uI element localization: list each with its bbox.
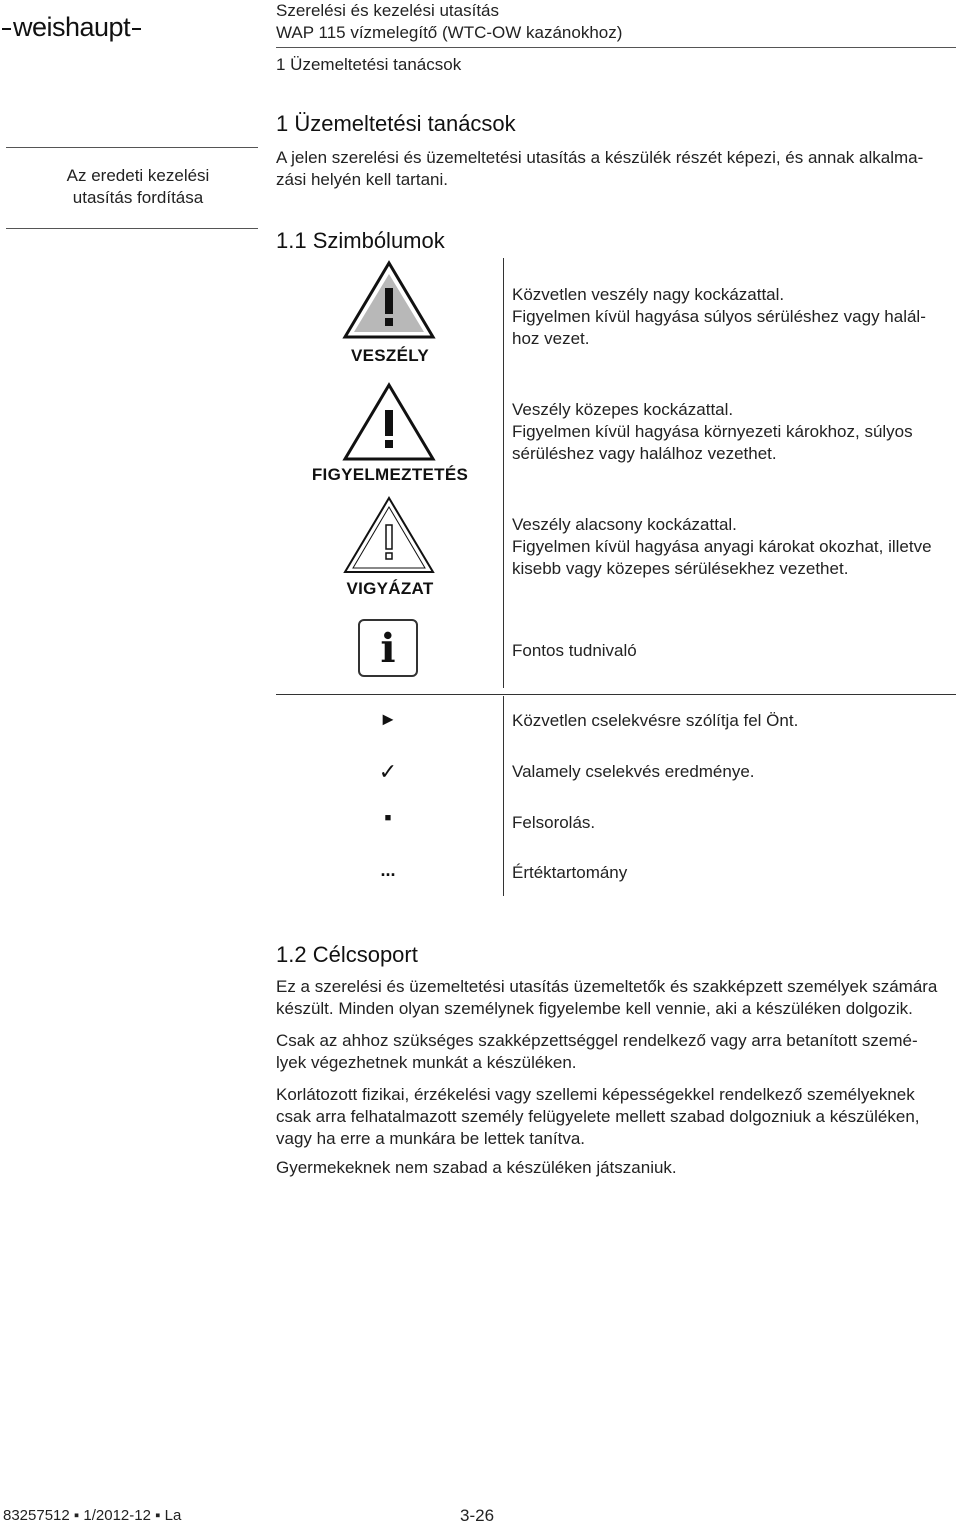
warning-triangle-filled-icon	[342, 260, 436, 340]
paragraph-line: csak arra felhatalmazott személy felügyelete mellett szabad dolgozniuk a készüléken,	[276, 1107, 920, 1126]
symbol-table-divider	[503, 696, 504, 896]
description-line: Figyelmen kívül hagyása anyagi károkat okozhat, illetve	[512, 537, 932, 556]
paragraph-line: zási helyén kell tartani.	[276, 170, 448, 189]
paragraph-line: készült. Minden olyan személynek figyelembe kell vennie, aki a készüléken dolgozik.	[276, 999, 913, 1018]
translation-note	[40, 165, 236, 209]
range-description: Értéktartomány	[512, 863, 628, 882]
paragraph-line: Ez a szerelési és üzemeltetési utasítás üzemeltetők és szakképzett személyek számára	[276, 977, 938, 996]
paragraph-line: lyek végezhetnek munkát a készüléken.	[276, 1053, 577, 1072]
square-bullet-icon: ■	[384, 812, 392, 824]
description-line: hoz vezet.	[512, 329, 590, 348]
action-description: Közvetlen cselekvésre szólítja fel Önt.	[512, 711, 799, 730]
symbol-table-divider	[503, 258, 504, 688]
paragraph-line: vagy ha erre a munkára be lettek tanítva.	[276, 1129, 586, 1148]
info-icon: ℹ	[358, 619, 418, 677]
danger-description	[512, 284, 952, 350]
header-divider	[276, 47, 956, 48]
page-number: 3-26	[460, 1506, 495, 1525]
paragraph-line: Korlátozott fizikai, érzékelési vagy szellemi képességekkel rendelkező személyeknek	[276, 1085, 915, 1104]
target-paragraph-4	[276, 1157, 960, 1179]
caution-triangle-icon	[342, 495, 436, 575]
arrow-right-icon: ►	[379, 709, 397, 729]
note-divider-top	[6, 147, 258, 148]
description-line: sérüléshez vagy halálhoz vezethet.	[512, 444, 777, 463]
warning-triangle-outline-icon	[342, 382, 436, 462]
description-line: Közvetlen veszély nagy kockázattal.	[512, 285, 785, 304]
chapter-label: 1 Üzemeltetési tanácsok	[276, 55, 462, 74]
description-line: Veszély közepes kockázattal.	[512, 400, 734, 419]
description-line: Figyelmen kívül hagyása környezeti károkhoz, súlyos	[512, 422, 913, 441]
document-title: Szerelési és kezelési utasítás	[276, 1, 499, 20]
translation-note-line: utasítás fordítása	[72, 188, 204, 207]
caution-label: VIGYÁZAT	[346, 579, 434, 598]
symbol-table-separator	[276, 694, 956, 695]
note-divider-bottom	[6, 228, 258, 229]
warning-description	[512, 399, 952, 465]
target-paragraph-2	[276, 1030, 960, 1074]
paragraph-line: Gyermekeknek nem szabad a készüléken játszaniuk.	[276, 1158, 677, 1177]
danger-label: VESZÉLY	[350, 346, 429, 365]
intro-paragraph	[276, 147, 960, 191]
paragraph-line: Csak az ahhoz szükséges szakképzettséggel rendelkező vagy arra betanított szemé-	[276, 1031, 918, 1050]
translation-note-line: Az eredeti kezelési	[66, 166, 210, 185]
brand-logo: weishaupt	[0, 12, 143, 43]
caution-description	[512, 514, 952, 580]
target-group-heading: 1.2 Célcsoport	[276, 942, 418, 967]
warning-label: FIGYELMEZTETÉS	[311, 465, 469, 484]
checkmark-icon: ✓	[378, 759, 398, 784]
bullet-description: Felsorolás.	[512, 813, 596, 832]
symbols-heading: 1.1 Szimbólumok	[276, 228, 445, 253]
description-line: kisebb vagy közepes sérülésekhez vezethet.	[512, 559, 849, 578]
description-line: Figyelmen kívül hagyása súlyos sérüléshez vagy halál-	[512, 307, 926, 326]
result-description: Valamely cselekvés eredménye.	[512, 762, 755, 781]
ellipsis-icon: ...	[380, 860, 396, 880]
section-heading: 1 Üzemeltetési tanácsok	[276, 111, 516, 136]
document-number: 83257512 ▪ 1/2012-12 ▪ La	[3, 1507, 182, 1524]
target-paragraph-1	[276, 976, 960, 1020]
description-line: Veszély alacsony kockázattal.	[512, 515, 737, 534]
document-subtitle: WAP 115 vízmelegítő (WTC-OW kazánokhoz)	[276, 23, 623, 42]
info-description: Fontos tudnivaló	[512, 641, 637, 660]
target-paragraph-3	[276, 1084, 960, 1150]
paragraph-line: A jelen szerelési és üzemeltetési utasítás a készülék részét képezi, és annak alkalma-	[276, 148, 924, 167]
